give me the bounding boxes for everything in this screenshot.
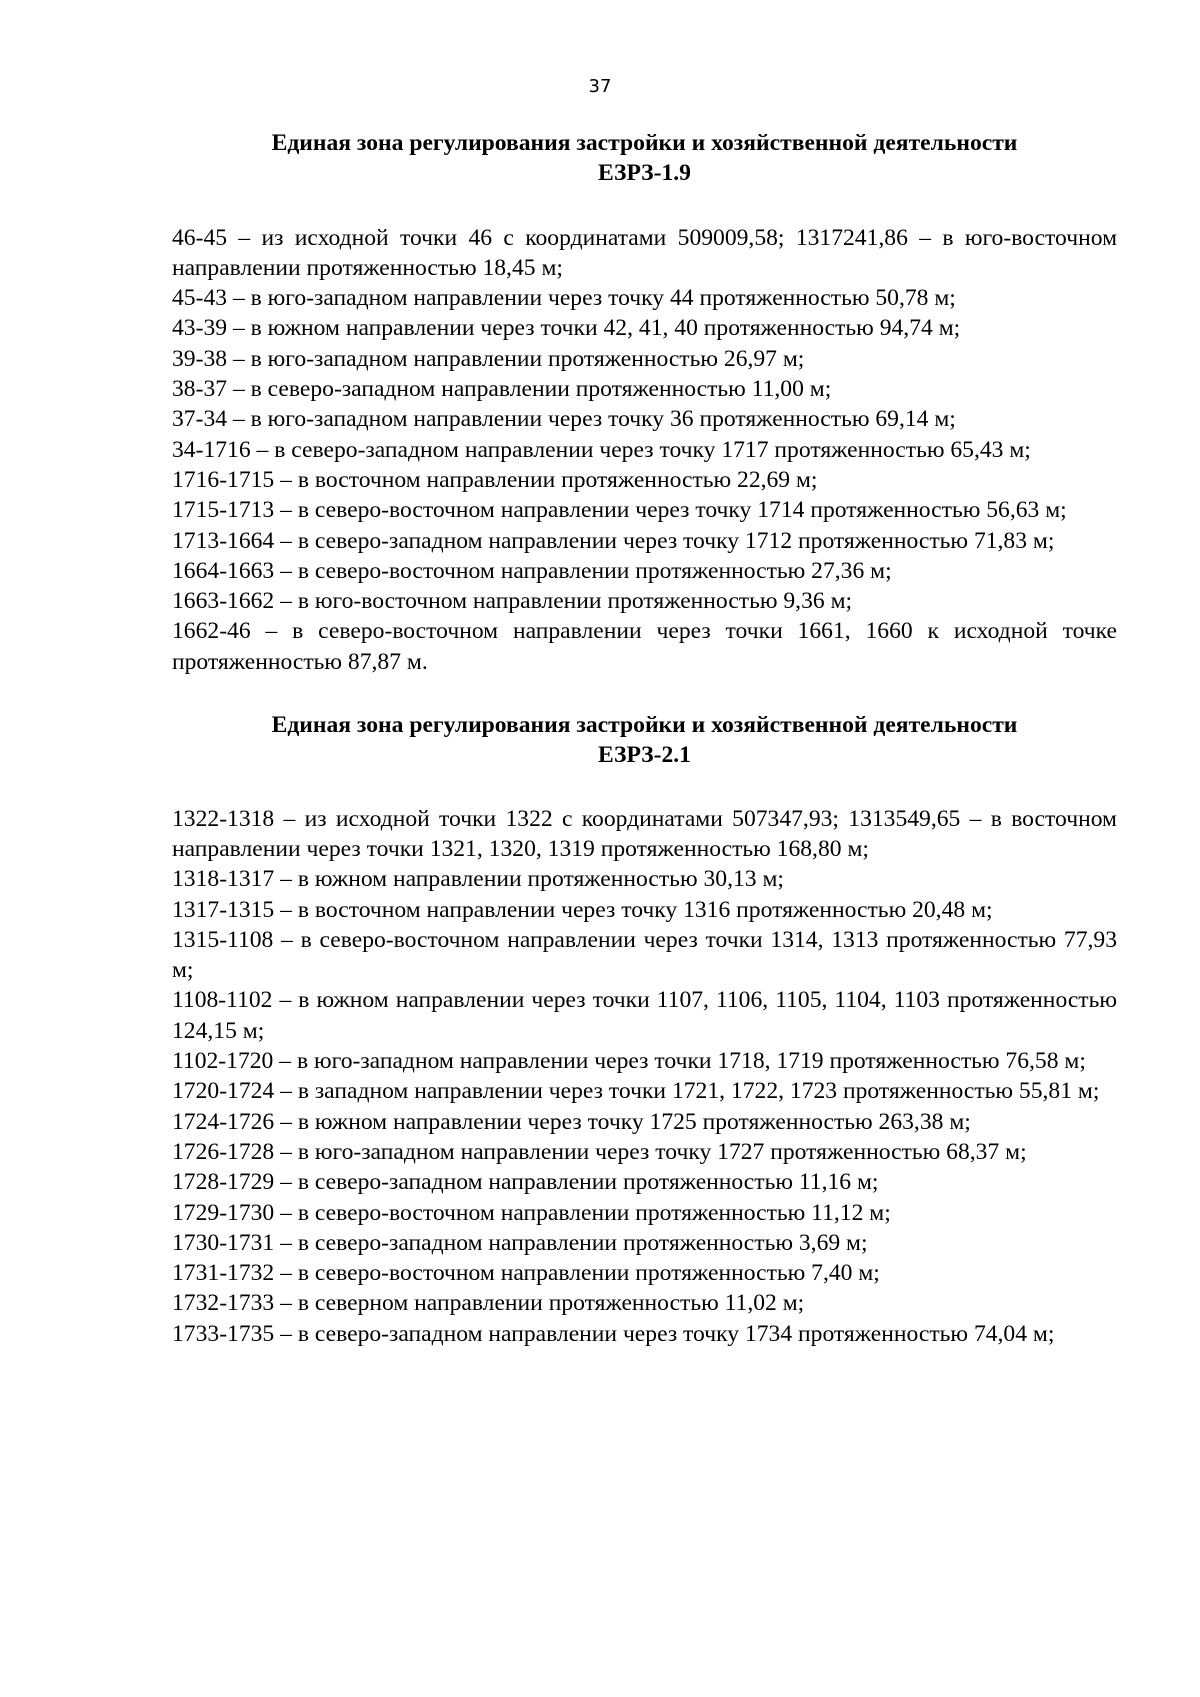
- section-ezrz-2-1: [172, 710, 1117, 1349]
- boundary-entry: 43-39 – в южном направлении через точки 42, 41, 40 протяженностью 94,74 м;: [172, 315, 961, 342]
- section-code: ЕЗРЗ-2.1: [598, 742, 691, 769]
- boundary-entry: 38-37 – в северо-западном направлении протяженностью 11,00 м;: [172, 376, 832, 403]
- boundary-entry: 34-1716 – в северо-западном направлении через точку 1717 протяженностью 65,43 м;: [172, 436, 1031, 463]
- section-title-line: Единая зона регулирования застройки и хозяйственной деятельности: [271, 130, 1018, 156]
- boundary-entry: 1728-1729 – в северо-западном направлении протяженностью 11,16 м;: [172, 1169, 879, 1196]
- boundary-entry: 1733-1735 – в северо-западном направлении через точку 1734 протяженностью 74,04 м;: [172, 1320, 1055, 1347]
- section-title-line: Единая зона регулирования застройки и хозяйственной деятельности: [271, 712, 1018, 739]
- boundary-entry: 1729-1730 – в северо-восточном направлении протяженностью 11,12 м;: [172, 1199, 891, 1226]
- boundary-entry: 1724-1726 – в южном направлении через точку 1725 протяженностью 263,38 м;: [172, 1108, 971, 1135]
- boundary-entry: 1713-1664 – в северо-западном направлении через точку 1712 протяженностью 71,83 м;: [172, 527, 1055, 554]
- section-ezrz-1-9: [172, 128, 1117, 677]
- boundary-entry: 1663-1662 – в юго-восточном направлении протяженностью 9,36 м;: [172, 588, 853, 615]
- page-number: 37: [588, 76, 612, 97]
- boundary-entry: 1716-1715 – в восточном направлении протяженностью 22,69 м;: [172, 466, 818, 493]
- boundary-list: [172, 223, 1117, 677]
- boundary-entry: 1108-1102 – в южном направлении через точки 1107, 1106, 1105, 1104, 1103 протяженностью 124,15 м;: [172, 987, 1117, 1044]
- section-title: [172, 710, 1117, 771]
- boundary-entry: 45-43 – в юго-западном направлении через точку 44 протяженностью 50,78 м;: [172, 285, 956, 312]
- boundary-list: [172, 804, 1117, 1349]
- boundary-entry: 1715-1713 – в северо-восточном направлении через точку 1714 протяженностью 56,63 м;: [172, 497, 1067, 524]
- boundary-entry: 1730-1731 – в северо-западном направлении протяженностью 3,69 м;: [172, 1229, 868, 1256]
- section-code: ЕЗРЗ-1.9: [598, 160, 691, 187]
- boundary-entry: 1732-1733 – в северном направлении протяженностью 11,02 м;: [172, 1290, 805, 1317]
- boundary-entry: 1318-1317 – в южном направлении протяженностью 30,13 м;: [172, 866, 784, 893]
- document-body: [172, 128, 1117, 1349]
- boundary-entry: 1731-1732 – в северо-восточном направлении протяженностью 7,40 м;: [172, 1260, 880, 1287]
- boundary-entry: 1726-1728 – в юго-западном направлении через точку 1727 протяженностью 68,37 м;: [172, 1138, 1027, 1165]
- boundary-entry: 1102-1720 – в юго-западном направлении через точки 1718, 1719 протяженностью 76,58 м;: [172, 1048, 1086, 1075]
- boundary-entry: 1322-1318 – из исходной точки 1322 с координатами 507347,93; 1313549,65 – в восточном направлении через точки 1321, 1320, 1319 протяженностью 168,80 м;: [172, 805, 1117, 862]
- boundary-entry: 1720-1724 – в западном направлении через точки 1721, 1722, 1723 протяженностью 55,81 м;: [172, 1078, 1100, 1105]
- section-title: [172, 128, 1117, 189]
- boundary-entry: 1315-1108 – в северо-восточном направлении через точки 1314, 1313 протяженностью 77,93 м;: [172, 926, 1117, 984]
- boundary-entry: 39-38 – в юго-западном направлении протяженностью 26,97 м;: [172, 345, 805, 372]
- boundary-entry: 46-45 – из исходной точки 46 с координатами 509009,58; 1317241,86 – в юго-восточном направлении протяженностью 18,45 м;: [172, 224, 1117, 281]
- boundary-entry: 1664-1663 – в северо-восточном направлении протяженностью 27,36 м;: [172, 557, 892, 584]
- boundary-entry: 1317-1315 – в восточном направлении через точку 1316 протяженностью 20,48 м;: [172, 896, 993, 923]
- boundary-entry: 1662-46 – в северо-восточном направлении через точки 1661, 1660 к исходной точке протяженностью 87,87 м.: [172, 618, 1117, 675]
- boundary-entry: 37-34 – в юго-западном направлении через точку 36 протяженностью 69,14 м;: [172, 406, 956, 433]
